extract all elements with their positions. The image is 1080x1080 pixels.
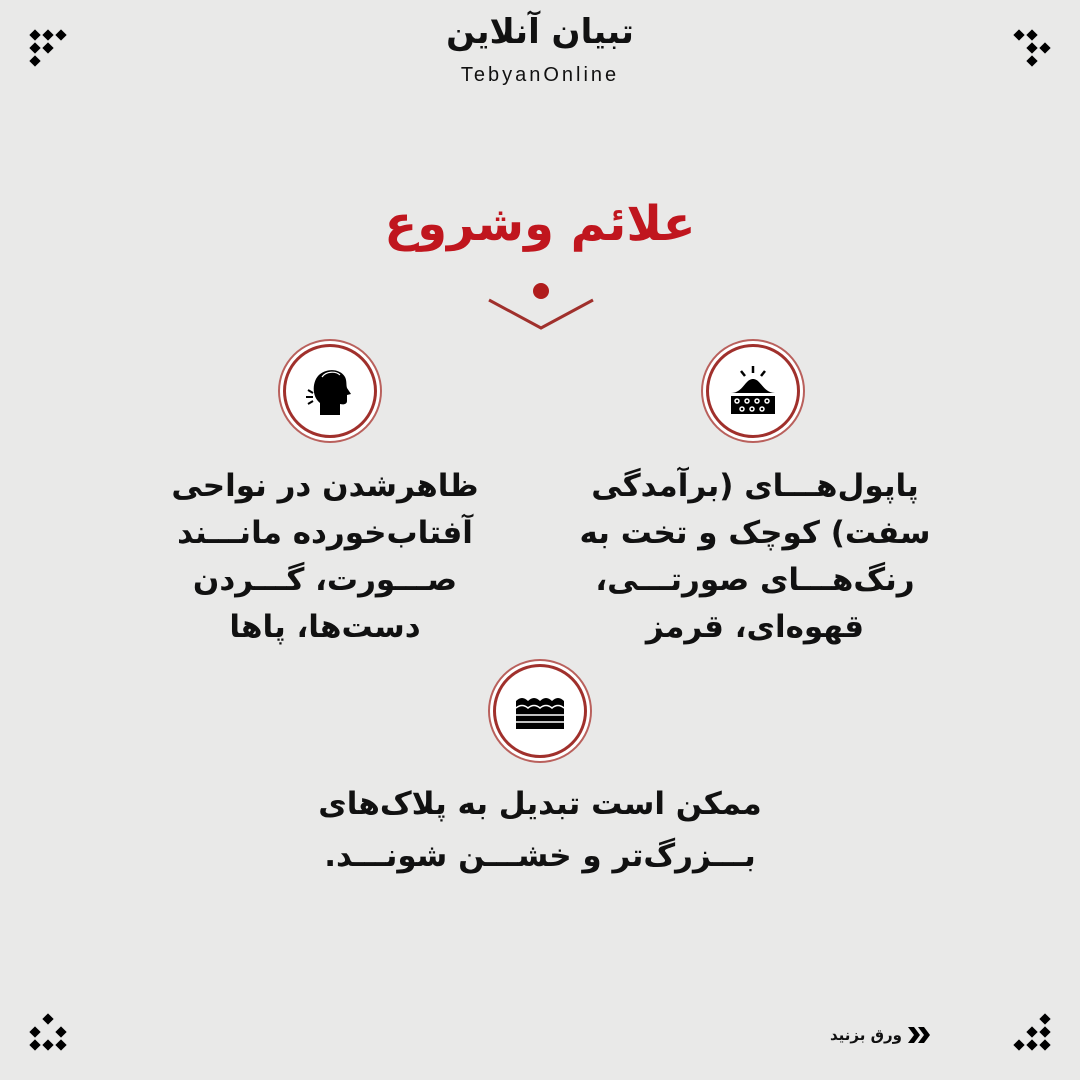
text-line: آفتاب‌خورده مانـــند bbox=[177, 515, 473, 551]
page-title: علائم وشروع bbox=[384, 196, 696, 252]
text-line: ممکن است تبدیل به پلاک‌های bbox=[318, 786, 762, 822]
head-profile-icon bbox=[302, 363, 358, 419]
symptom-plaques-text bbox=[240, 778, 840, 882]
skin-plaque-icon bbox=[512, 683, 568, 739]
text-line: رنگ‌هـــای صورتـــی، bbox=[595, 562, 915, 598]
logo-persian: تبیان آنلاین bbox=[446, 12, 634, 52]
papule-skin-icon bbox=[725, 363, 781, 419]
text-line: صـــورت، گـــردن bbox=[192, 562, 458, 598]
text-line: ظاهرشدن در نواحی bbox=[171, 468, 479, 504]
symptom-papules-text bbox=[555, 463, 955, 651]
plaque-icon-badge bbox=[493, 664, 587, 758]
double-chevron-icon bbox=[908, 1027, 930, 1043]
text-line: بـــزرگ‌تر و خشـــن شونـــد. bbox=[324, 838, 756, 874]
title-divider-chevron bbox=[485, 280, 597, 334]
papule-icon-badge bbox=[706, 344, 800, 438]
symptom-location-text bbox=[125, 463, 525, 651]
corner-pattern-bottom-right bbox=[1012, 1012, 1052, 1052]
text-line: پاپول‌هـــای (برآمدگی bbox=[591, 468, 919, 504]
text-line: قهوه‌ای، قرمز bbox=[645, 609, 865, 645]
swipe-label: ورق بزنید bbox=[830, 1026, 902, 1044]
logo-latin: TebyanOnline bbox=[460, 64, 620, 86]
corner-pattern-bottom-left bbox=[28, 1012, 68, 1052]
swipe-hint[interactable] bbox=[830, 1026, 930, 1044]
text-line: دست‌ها، پاها bbox=[229, 609, 421, 645]
text-line: سفت) کوچک و تخت به bbox=[579, 515, 931, 551]
head-icon-badge bbox=[283, 344, 377, 438]
